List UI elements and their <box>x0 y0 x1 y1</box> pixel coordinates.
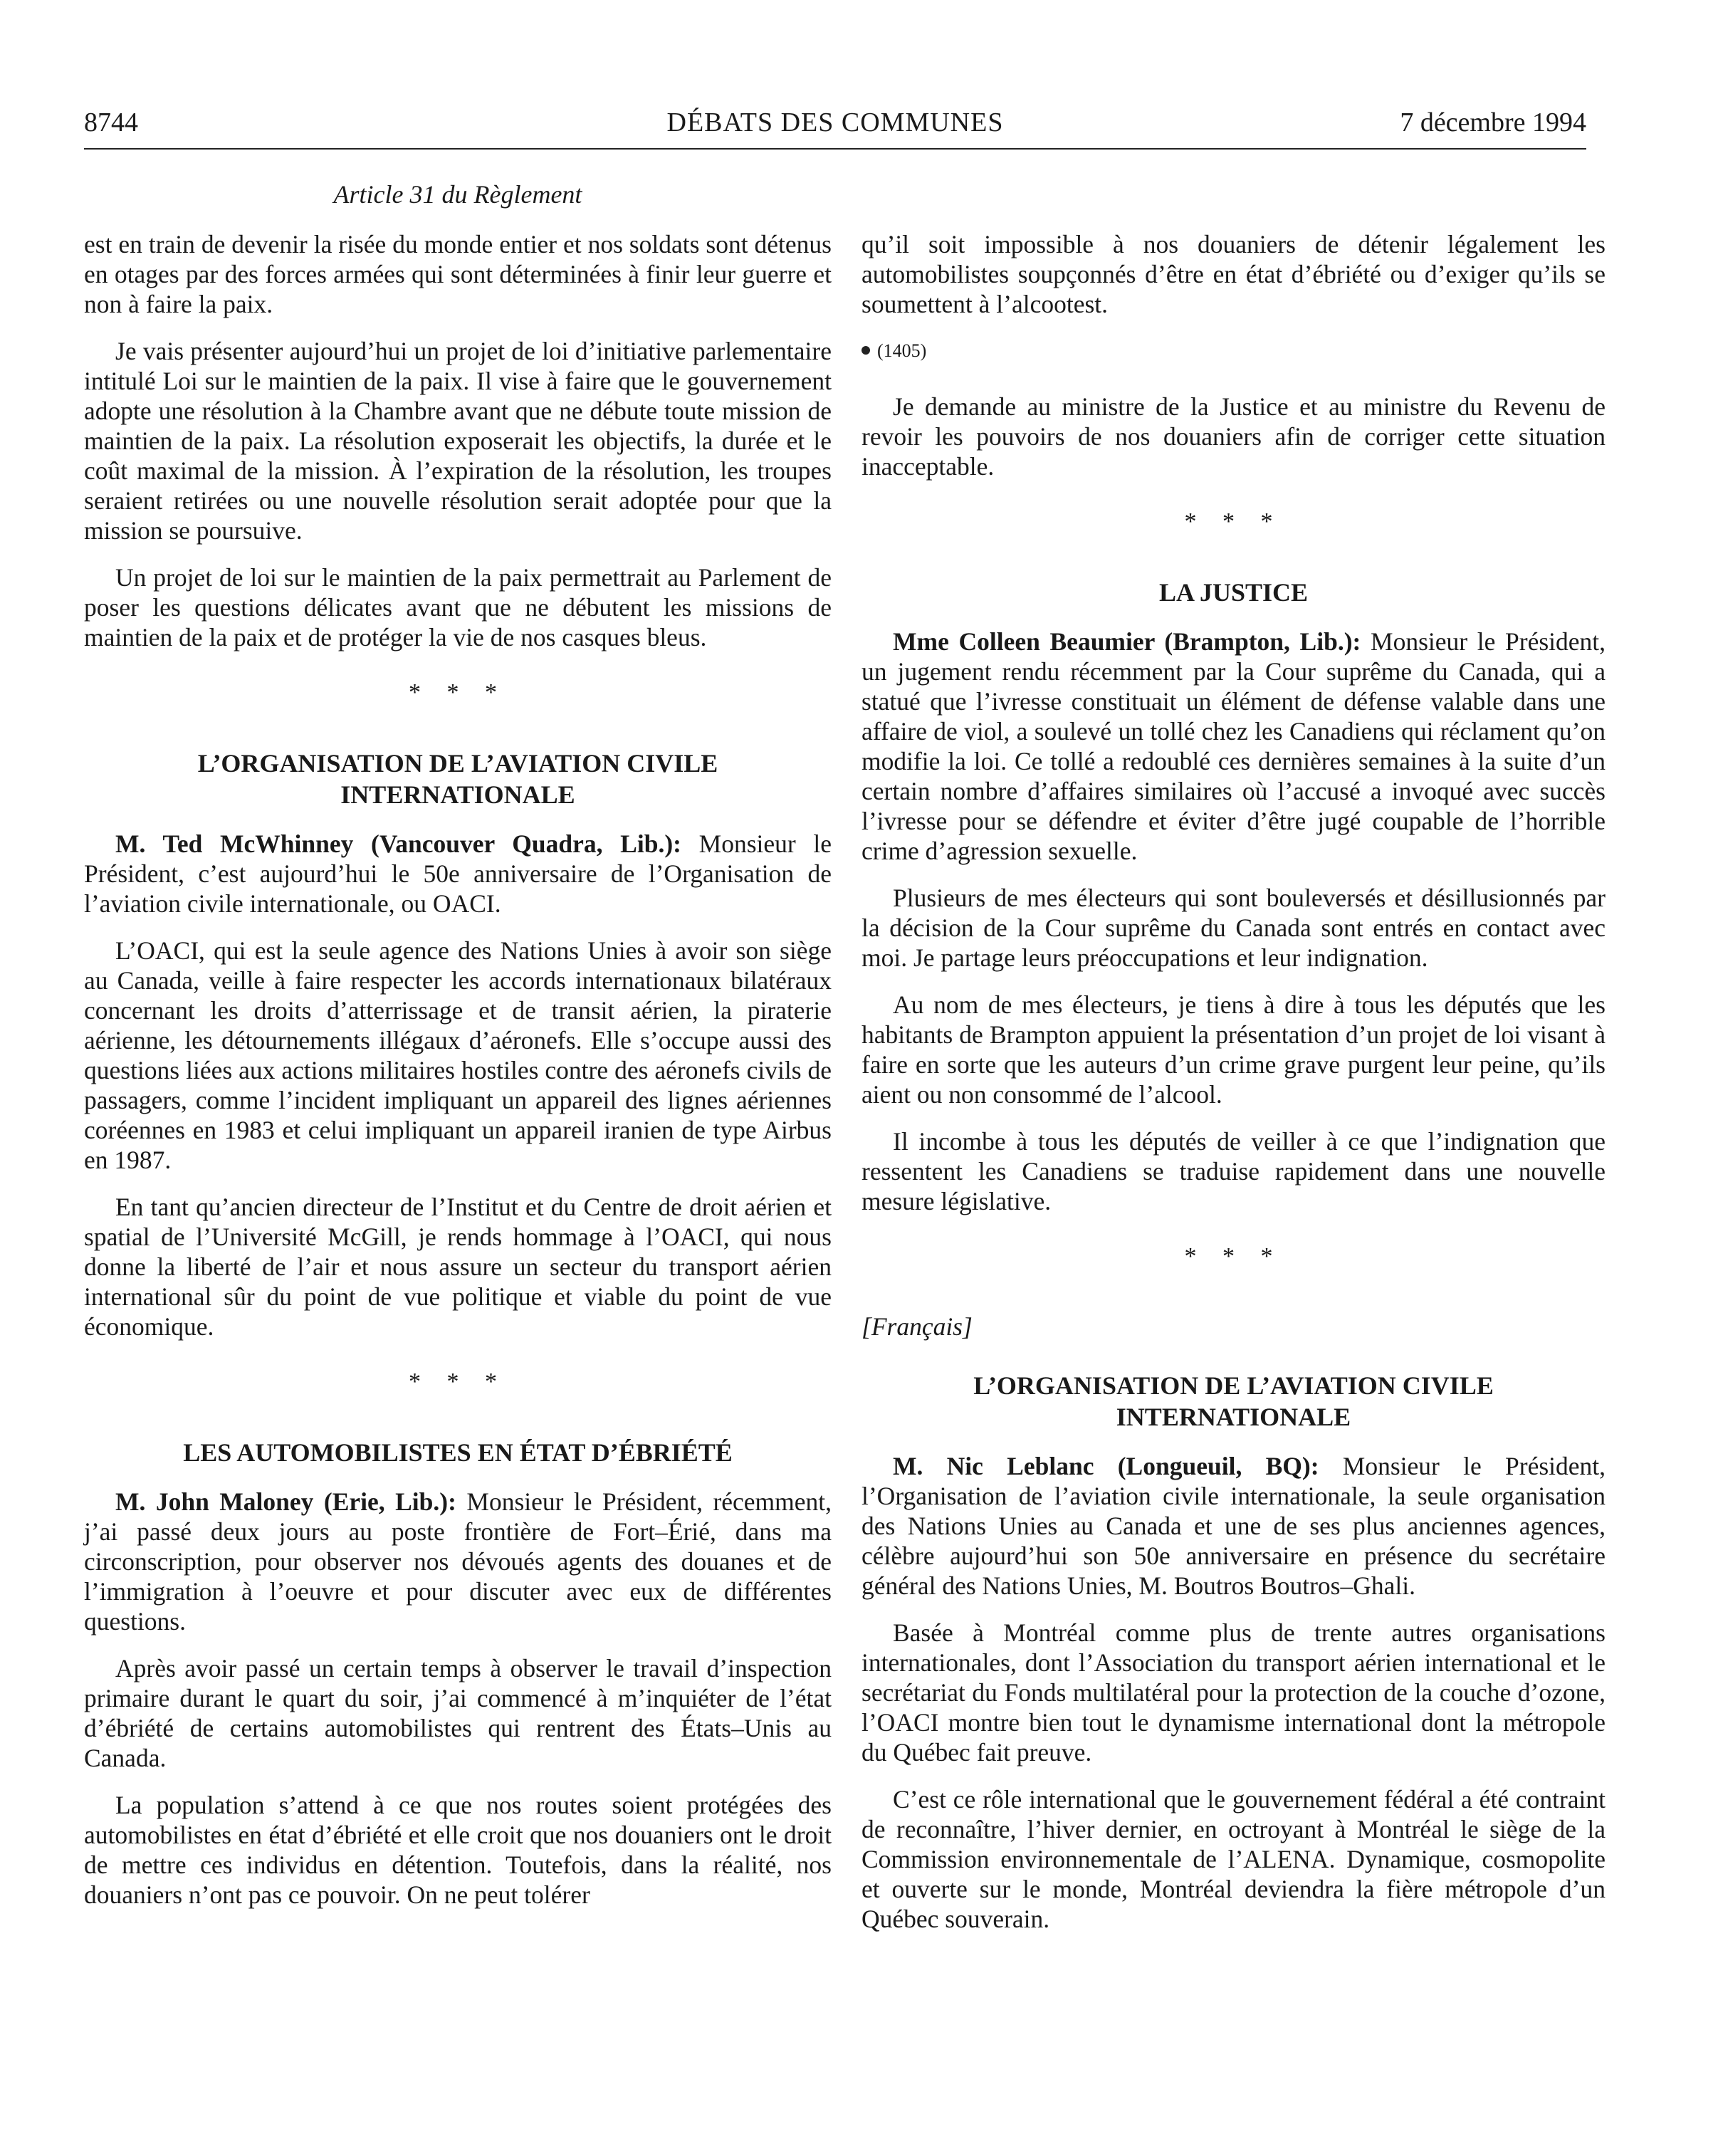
statement-text: Monsieur le Président, l’Organisation de l’aviation civile internationale, la seule organisation des Nations Unies au Canada et une de ses plus anciennes agences, célèbre aujourd’hui son 50e anniversaire en présence du secrétaire général des Nations Unies, M. Boutros Boutros–Ghali. <box>862 1452 1606 1600</box>
paragraph: C’est ce rôle international que le gouvernement fédéral a été contraint de reconnaître, l’hiver dernier, en octroyant à Montréal le siège de la Commission environnementale de l’ALENA. Dynamique, cosmopolite et ouverte sur le monde, Montréal deviendra la fière métropole d’un Québec souverain. <box>862 1785 1606 1933</box>
speaker-name: M. John Maloney (Erie, Lib.): <box>115 1487 456 1516</box>
section-separator: * * * <box>409 679 507 706</box>
statement-paragraph <box>84 829 832 919</box>
section-heading: L’ORGANISATION DE L’AVIATION CIVILE INTERNATIONALE <box>197 749 718 809</box>
left-column <box>84 229 832 1927</box>
paragraph: Je vais présenter aujourd’hui un projet de loi d’initiative parlementaire intitulé Loi sur le maintien de la paix. Il vise à faire que le gouvernement adopte une résolution à la Chambre avant que ne débute toute mission de maintien de la paix. La résolution exposerait les objectifs, la durée et le coût maximal de la mission. À l’expiration de la résolution, les troupes seraient retirées ou une nouvelle résolution serait adoptée pour que la mission se poursuive. <box>84 337 832 545</box>
header-rule <box>84 148 1586 150</box>
section-separator: * * * <box>1184 508 1283 535</box>
section-separator: * * * <box>1184 1243 1283 1270</box>
paragraph: Il incombe à tous les députés de veiller à ce que l’indignation que ressentent les Canadiens se traduise rapidement dans une nouvelle mesure législative. <box>862 1127 1606 1215</box>
publication-date: 7 décembre 1994 <box>1400 108 1586 137</box>
speaker-name: Mme Colleen Beaumier (Brampton, Lib.): <box>893 627 1361 656</box>
time-marker-text: (1405) <box>877 340 927 361</box>
paragraph: Plusieurs de mes électeurs qui sont bouleversés et désillusionnés par la décision de la Cour suprême du Canada sont entrés en contact avec moi. Je partage leurs préoccupations et leur indignation. <box>862 884 1606 972</box>
paragraph: est en train de devenir la risée du monde entier et nos soldats sont détenus en otages par des forces armées qui sont déterminées à finir leur guerre et non à faire la paix. <box>84 230 832 318</box>
paragraph: Je demande au ministre de la Justice et au ministre du Revenu de revoir les pouvoirs de nos douaniers afin de corriger cette situation inacceptable. <box>862 392 1606 481</box>
paragraph: Après avoir passé un certain temps à observer le travail d’inspection primaire durant le quart du soir, j’ai commencé à m’inquiéter de l’état d’ébriété de certains automobilistes qui rentrent des États–Unis au Canada. <box>84 1654 832 1772</box>
running-head: Article 31 du Règlement <box>333 180 582 209</box>
section-heading: LES AUTOMOBILISTES EN ÉTAT D’ÉBRIÉTÉ <box>183 1438 733 1467</box>
page-number: 8744 <box>84 108 138 137</box>
paragraph: En tant qu’ancien directeur de l’Institut et du Centre de droit aérien et spatial de l’Université McGill, je rends hommage à l’OACI, qui nous donne la liberté de l’air et nous assure un secteur du transport aérien international sûr du point de vue politique et viable du point de vue économique. <box>84 1193 832 1341</box>
right-column <box>862 229 1606 1951</box>
statement-paragraph <box>862 627 1606 866</box>
bullet-icon <box>862 346 870 355</box>
speaker-name: M. Nic Leblanc (Longueuil, BQ): <box>893 1452 1319 1480</box>
statement-text: Monsieur le Président, un jugement rendu récemment par la Cour suprême du Canada, qui a statué que l’ivresse constituait un élément de défense valable dans une affaire de viol, a soulevé un tollé chez les Canadiens qui réclament qu’on modifie la loi. Ce tollé a redoublé ces dernières semaines à la suite d’un certain nombre d’affaires similaires où l’accusé a invoqué avec succès l’ivresse pour se défendre et éviter d’être jugé coupable de l’horrible crime d’agression sexuelle. <box>862 627 1606 865</box>
section-heading: LA JUSTICE <box>1158 578 1309 607</box>
section-separator: * * * <box>409 1369 507 1395</box>
paragraph: Un projet de loi sur le maintien de la paix permettrait au Parlement de poser les questions délicates avant que ne débutent les missions de maintien de la paix et de protéger la vie de nos casques bleus. <box>84 563 832 651</box>
paragraph: L’OACI, qui est la seule agence des Nations Unies à avoir son siège au Canada, veille à faire respecter les accords internationaux bilatéraux concernant les droits d’atterrissage et de transit aérien, la piraterie aérienne, les détournements illégaux d’aéronefs. Elle s’occupe aussi des questions liées aux actions militaires hostiles contre des aéronefs civils de passagers, comme l’incident impliquant un appareil des lignes aériennes coréennes en 1983 et celui impliquant un appareil iranien de type Airbus en 1987. <box>84 936 832 1174</box>
statement-text: Monsieur le Président, récemment, j’ai passé deux jours au poste frontière de Fort–Érié, dans ma circonscription, pour observer nos dévoués agents des douanes et de l’immigration à l’oeuvre et pour discuter avec eux de différentes questions. <box>84 1487 832 1636</box>
speaker-name: M. Ted McWhinney (Vancouver Quadra, Lib.): <box>115 830 681 858</box>
paragraph: Basée à Montréal comme plus de trente autres organisations internationales, dont l’Association du transport aérien international et le secrétariat du Fonds multilatéral pour la protection de la couche d’ozone, l’OACI montre bien tout le dynamisme international dont la métropole du Québec fait preuve. <box>862 1618 1606 1767</box>
paragraph: La population s’attend à ce que nos routes soient protégées des automobilistes en état d’ébriété et elle croit que nos douaniers ont le droit de mettre ces individus en détention. Toutefois, dans la réalité, nos douaniers n’ont pas ce pouvoir. On ne peut tolérer <box>84 1791 832 1909</box>
section-heading: L’ORGANISATION DE L’AVIATION CIVILE INTERNATIONALE <box>973 1371 1494 1431</box>
statement-paragraph <box>862 1451 1606 1601</box>
statement-text: Monsieur le Président, c’est aujourd’hui le 50e anniversaire de l’Organisation de l’aviation civile internationale, ou OACI. <box>84 830 832 918</box>
language-tag: [Français] <box>862 1312 973 1341</box>
page-header <box>84 103 1586 146</box>
publication-title: DÉBATS DES COMMUNES <box>666 108 1004 137</box>
time-marker <box>862 336 1606 366</box>
paragraph: Au nom de mes électeurs, je tiens à dire à tous les députés que les habitants de Brampton appuient la présentation d’un projet de loi visant à faire en sorte que les auteurs d’un crime grave purgent leur peine, qu’ils aient ou non consommé de l’alcool. <box>862 990 1606 1109</box>
paragraph: qu’il soit impossible à nos douaniers de détenir légalement les automobilistes soupçonnés d’être en état d’ébriété ou d’exiger qu’ils se soumettent à l’alcootest. <box>862 230 1606 318</box>
statement-paragraph <box>84 1487 832 1636</box>
